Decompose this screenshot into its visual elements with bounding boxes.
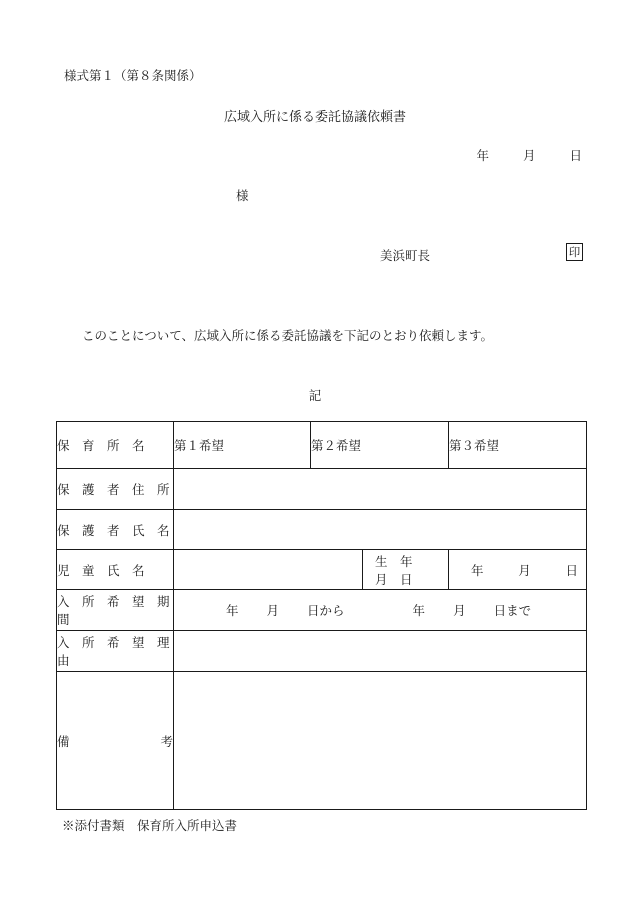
choice3-label: 第３希望: [449, 438, 500, 453]
date-year: 年: [476, 148, 490, 163]
date-line: [477, 146, 582, 164]
guardian-name-field[interactable]: [174, 510, 587, 550]
reason-label-cell: [57, 631, 183, 672]
nursery-label: 保 育 所 名: [57, 438, 145, 453]
date-month: 月: [523, 148, 536, 163]
period-value: [174, 601, 586, 619]
table-row: [57, 550, 587, 590]
period-field[interactable]: [174, 590, 587, 631]
application-table: [56, 421, 587, 810]
date-day: 日: [569, 148, 582, 163]
period-from-day: 日から: [307, 603, 345, 618]
table-row: [57, 631, 587, 672]
guardian-address-field[interactable]: [174, 469, 587, 510]
attachment-note: ※添付書類 保育所入所申込書: [62, 818, 238, 833]
dob-month: 月: [518, 562, 531, 578]
reason-field[interactable]: [174, 631, 587, 672]
table-row: [57, 469, 587, 510]
period-to-year: 年: [412, 603, 426, 618]
guardian-name-label-cell: [57, 510, 174, 550]
dob-year: 年: [471, 562, 484, 578]
guardian-address-label: 保 護 者 住 所: [57, 482, 170, 497]
table-row: [57, 590, 587, 631]
guardian-name-label: 保 護 者 氏 名: [57, 522, 170, 538]
choice3-cell[interactable]: [449, 422, 587, 469]
child-name-field[interactable]: [174, 550, 363, 590]
child-name-label-cell: [57, 550, 174, 590]
dob-field[interactable]: [449, 550, 587, 590]
document-title: 広域入所に係る委託協議依頼書: [223, 110, 406, 125]
choice1-label: 第１希望: [174, 438, 225, 453]
period-label-cell: [57, 590, 183, 631]
reason-label: 入 所 希 望 理 由: [57, 635, 183, 668]
period-from-month: 月: [266, 603, 280, 618]
choice1-cell[interactable]: [174, 422, 311, 469]
body-text: このことについて、広域入所に係る委託協議を下記のとおり依頼します。: [82, 328, 494, 343]
ki-heading: 記: [308, 388, 322, 403]
table-row: [57, 510, 587, 550]
remarks-label-a: 備: [57, 733, 70, 749]
guardian-address-label-cell: [57, 469, 174, 510]
form-number: 様式第１（第８条関係）: [64, 68, 202, 83]
remarks-label: [57, 732, 173, 750]
child-name-label: 児 童 氏 名: [57, 562, 145, 578]
dob-label-cell: [363, 550, 449, 590]
remarks-label-b: 考: [160, 733, 173, 749]
nursery-label-cell: [57, 422, 174, 469]
dob-day: 日: [565, 562, 578, 578]
sender-name: 美浜町長: [380, 248, 431, 263]
seal-mark: 印: [566, 243, 583, 261]
choice2-cell[interactable]: [311, 422, 449, 469]
table-row: [57, 672, 587, 810]
period-to-month: 月: [453, 603, 466, 618]
remarks-label-cell: [57, 672, 174, 810]
table-row: [57, 422, 587, 469]
remarks-field[interactable]: [174, 672, 587, 810]
period-label: 入 所 希 望 期 間: [57, 594, 183, 627]
choice2-label: 第２希望: [311, 438, 362, 453]
addressee-suffix: 様: [236, 188, 249, 203]
dob-label: 生 年 月 日: [375, 553, 426, 587]
period-to-day: 日まで: [493, 603, 532, 618]
period-from-year: 年: [226, 603, 239, 618]
